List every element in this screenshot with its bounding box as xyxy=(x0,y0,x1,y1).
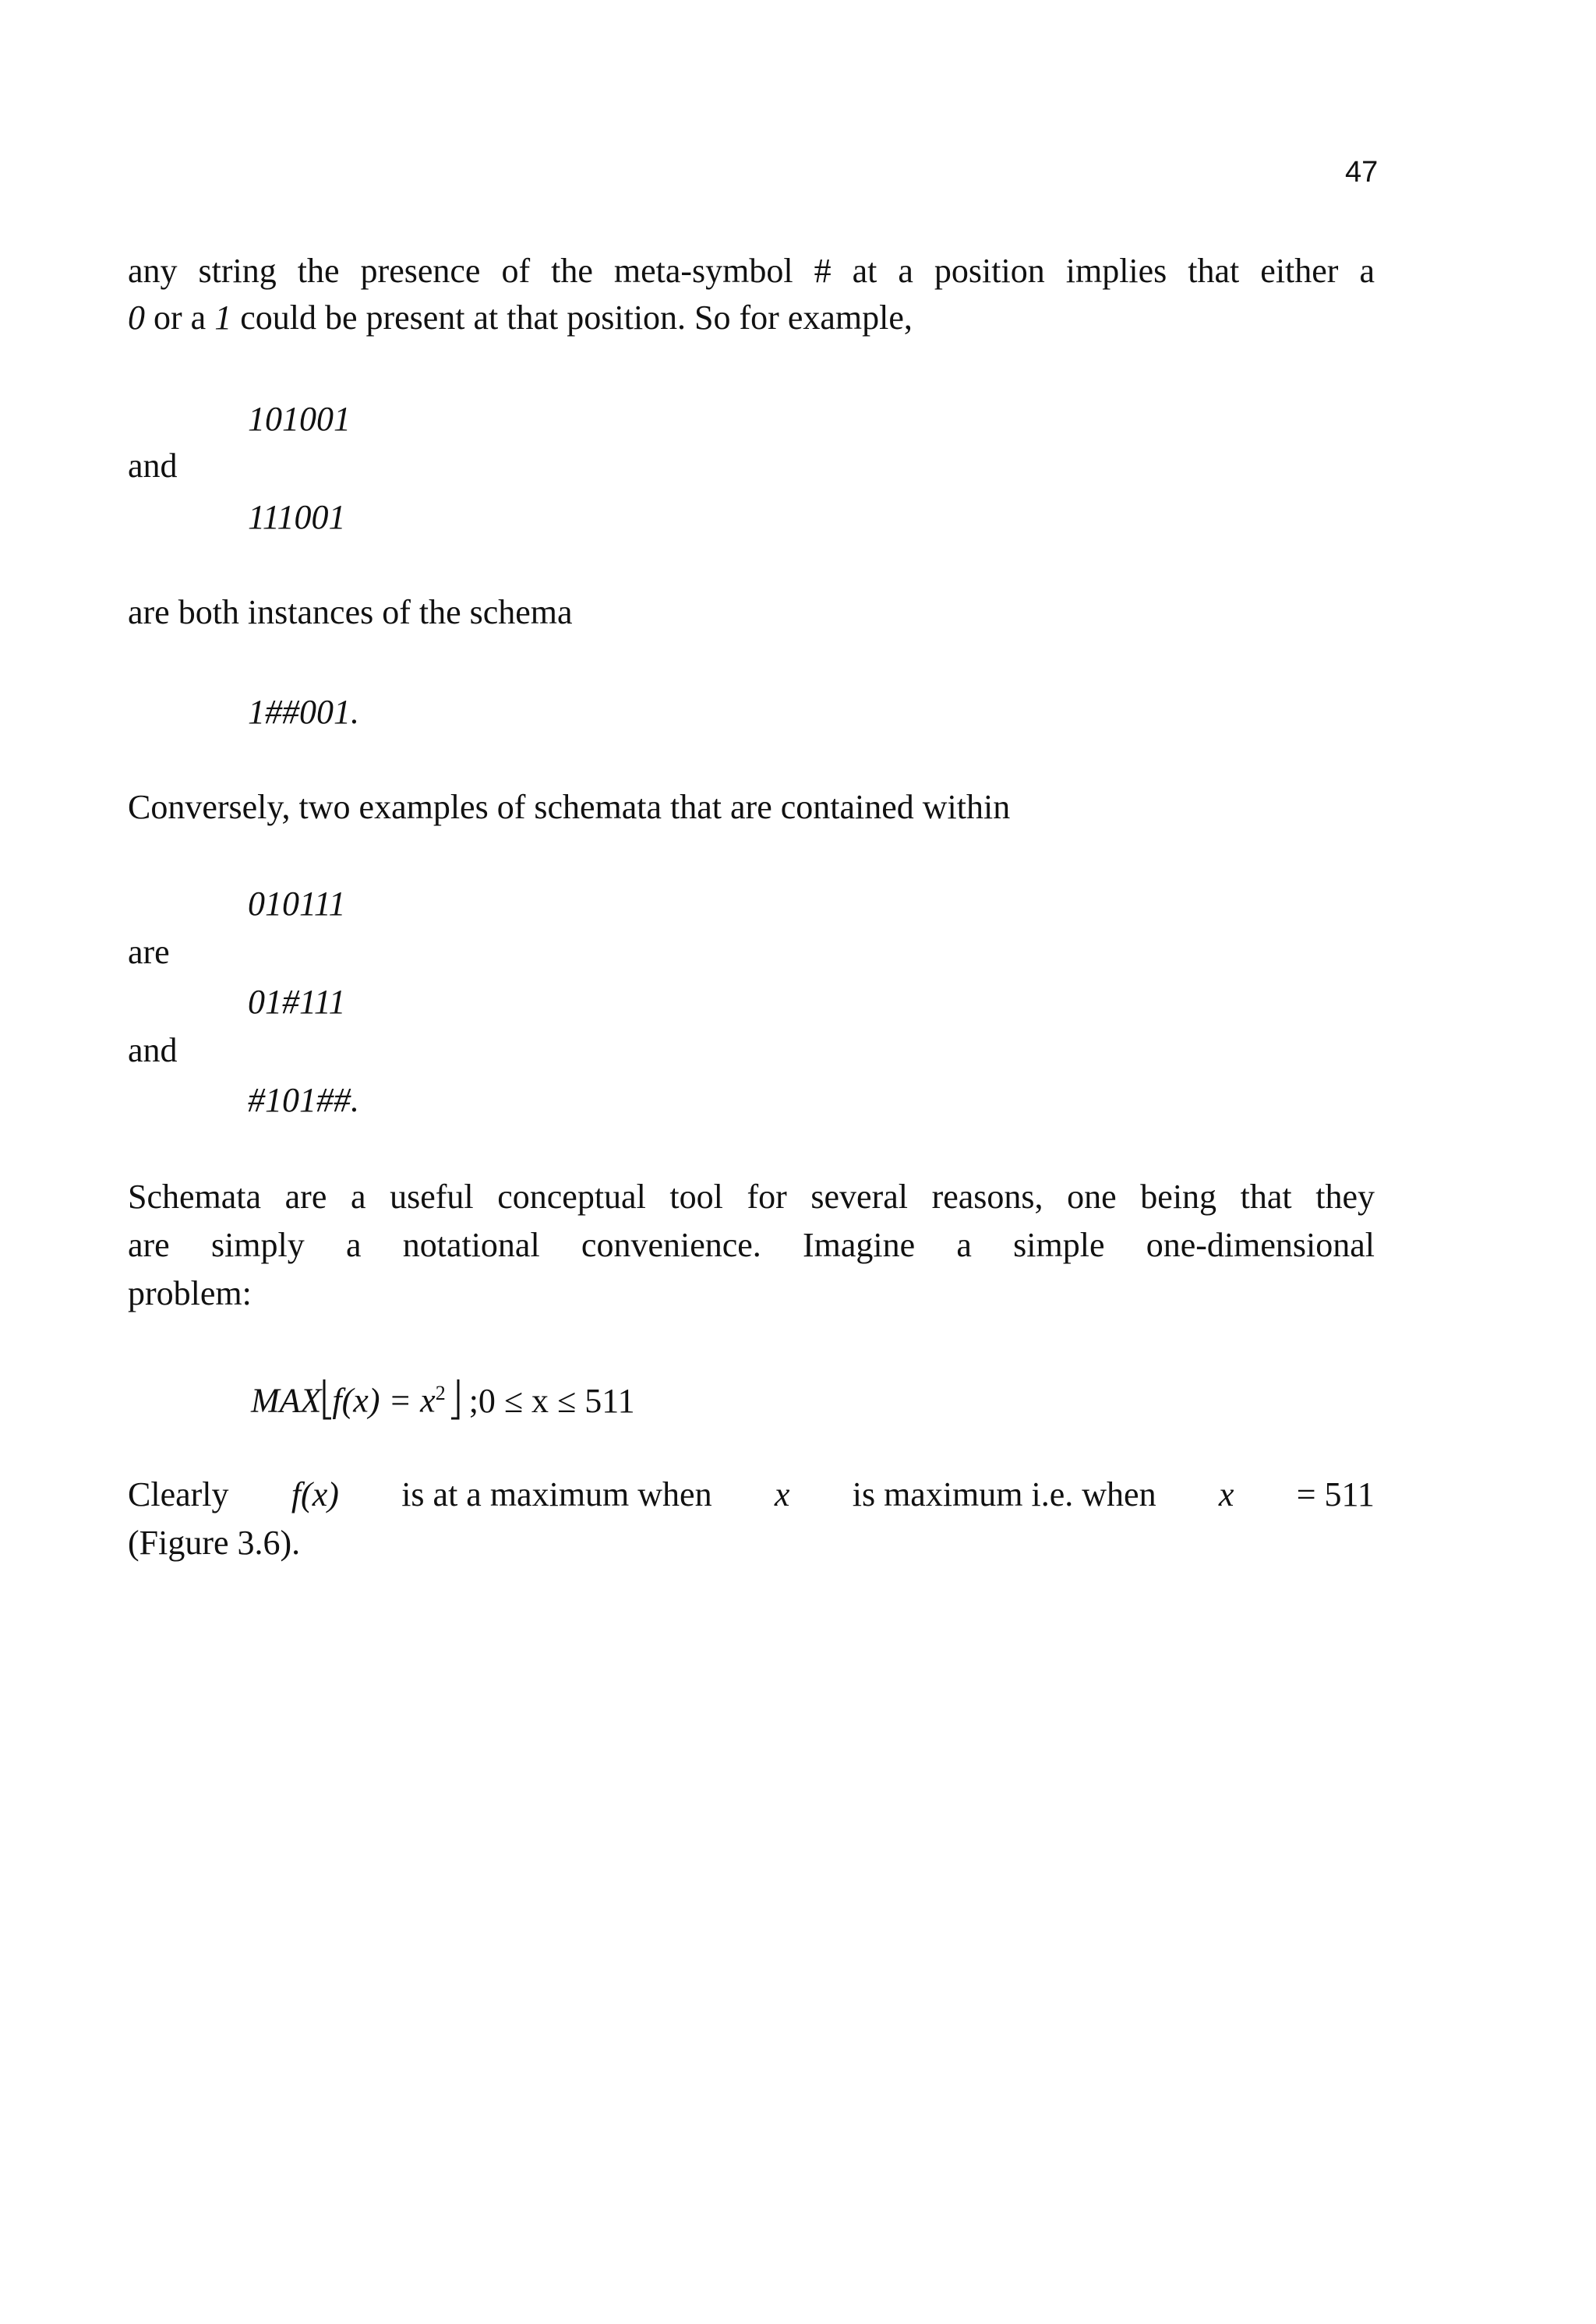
paragraph-4-line-1: Schemata are a useful conceptual tool for several reasons, one being that they xyxy=(128,1178,1375,1216)
digit-one: 1 xyxy=(214,298,232,337)
formula-bracket xyxy=(321,1370,461,1425)
connector-and: and xyxy=(128,447,178,485)
text-or-a: or a xyxy=(145,298,215,337)
connector-are: are xyxy=(128,933,170,971)
max-formula xyxy=(251,1370,635,1425)
text-x-2: x xyxy=(1218,1475,1234,1513)
paragraph-4-line-2: are simply a notational convenience. Imagine a simple one-dimensional xyxy=(128,1226,1375,1264)
example-string-010111: 010111 xyxy=(248,885,346,923)
text-is-at-a-maximum-when: is at a maximum when xyxy=(401,1475,712,1513)
paragraph-1-line-2 xyxy=(128,295,913,341)
schema-string: 1##001. xyxy=(248,693,359,731)
paragraph-5-line-1 xyxy=(128,1471,1375,1518)
formula-fx: f(x) = x xyxy=(332,1381,436,1420)
example-string-111001: 111001 xyxy=(248,498,346,536)
paragraph-1-line-1: any string the presence of the meta-symbol # at a position implies that either a xyxy=(128,252,1375,290)
digit-zero: 0 xyxy=(128,298,145,337)
example-string-101001: 101001 xyxy=(248,400,351,438)
paragraph-3: Conversely, two examples of schemata that are contained within xyxy=(128,788,1011,826)
text-fx: f(x) xyxy=(291,1475,339,1513)
text-could-be-present: could be present at that position. So for example, xyxy=(231,298,913,337)
schema-01hash111: 01#111 xyxy=(248,983,346,1021)
paragraph-2: are both instances of the schema xyxy=(128,593,573,631)
paragraph-4-line-3: problem: xyxy=(128,1274,252,1312)
paragraph-5-line-2: (Figure 3.6). xyxy=(128,1524,301,1562)
left-floor-bracket-icon xyxy=(321,1378,332,1423)
text-equals-511: = 511 xyxy=(1296,1475,1375,1513)
page-number: 47 xyxy=(1345,156,1379,189)
text-is-maximum-when: is maximum i.e. when xyxy=(852,1475,1156,1513)
text-x-1: x xyxy=(774,1475,790,1513)
formula-condition: ;0 ≤ x ≤ 511 xyxy=(468,1381,635,1420)
connector-and-2: and xyxy=(128,1031,178,1069)
schema-hash101hashhash: #101##. xyxy=(248,1081,359,1119)
right-floor-bracket-icon xyxy=(450,1378,461,1423)
text-clearly: Clearly xyxy=(128,1475,229,1513)
formula-max: MAX xyxy=(251,1381,322,1420)
formula-exponent: 2 xyxy=(435,1382,446,1404)
